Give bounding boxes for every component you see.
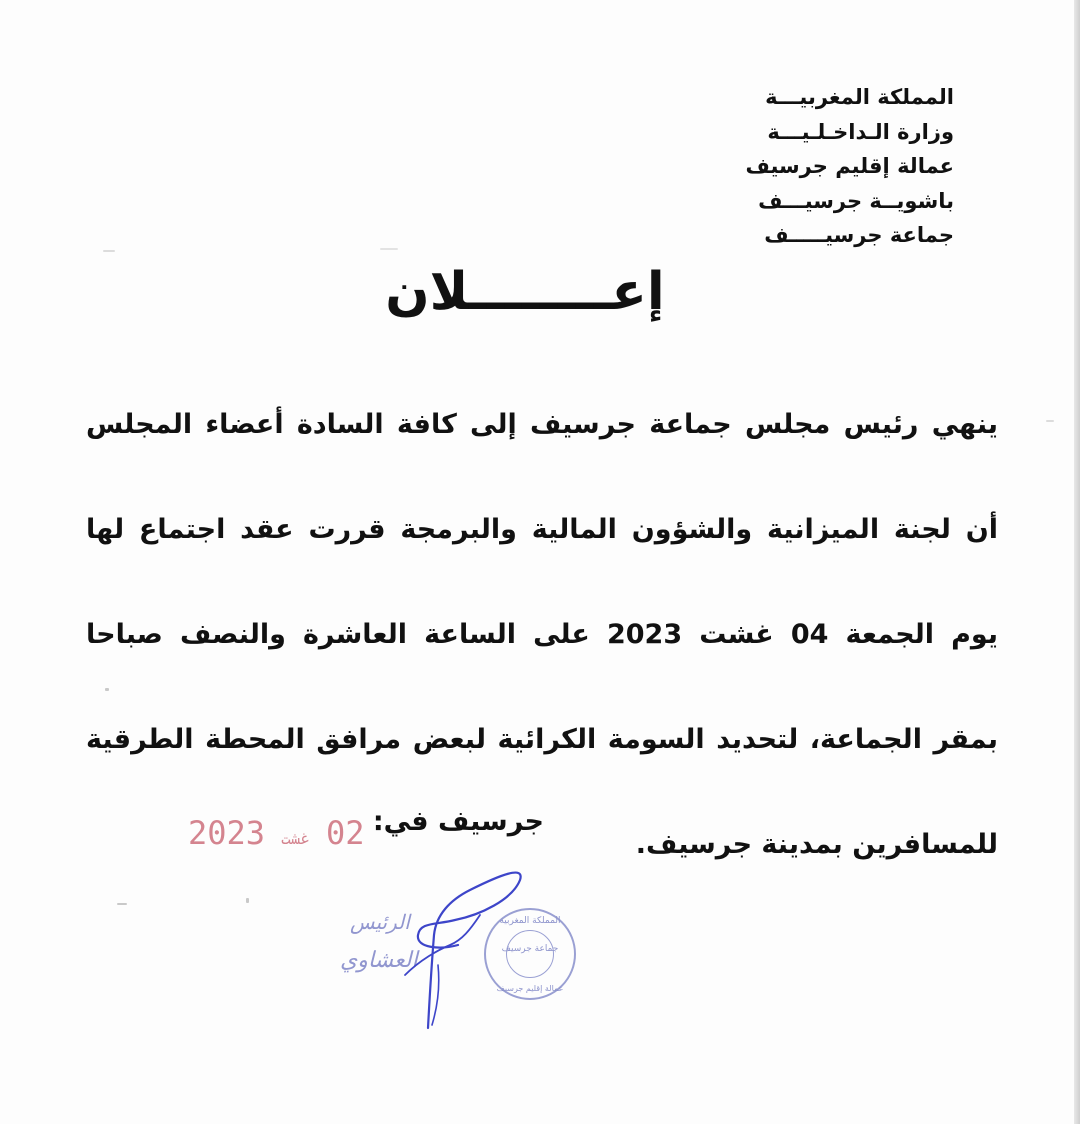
place-date-label: جرسيف في:: [372, 806, 544, 837]
scan-speck: [1046, 420, 1054, 422]
signatory-title: الرئيس: [350, 910, 410, 934]
date-stamp: [188, 814, 365, 852]
stamp-day: 02: [325, 814, 365, 852]
letterhead-line-commune: جماعة جرسيـــــف: [764, 223, 954, 247]
seal-top-text: المملكة المغربية: [499, 916, 561, 926]
letterhead-line-pashalik: باشويــة جرسيـــف: [758, 188, 954, 213]
announcement-title: إعــــــــلان: [385, 262, 665, 322]
stamp-month: غشت: [281, 829, 310, 848]
announcement-body: ينهي رئيس مجلس جماعة جرسيف إلى كافة السادة أعضاء المجلس أن لجنة الميزانية والشؤون المالية والبرمجة قررت عقد اجتماع لها يوم الجمعة 04 غشت 2023 على الساعة العاشرة والنصف صباحا بمقر الجماعة، لتحديد السومة الكرائية لبعض مرافق المحطة الطرقية للمسافرين بمدينة جرسيف.: [86, 409, 999, 860]
scan-speck: [380, 248, 398, 250]
seal-bottom-text: عمالة إقليم جرسيف: [496, 984, 564, 993]
letterhead-line-kingdom: المملكة المغربيـــة: [765, 85, 954, 109]
seal-center-text: جماعة جرسيف: [501, 944, 559, 954]
signatory-name: العشاوي: [340, 948, 418, 973]
page-edge-shadow: [1074, 0, 1080, 1124]
letterhead-line-province: عمالة إقليم جرسيف: [745, 154, 954, 178]
scan-speck: [105, 688, 109, 691]
official-seal: [484, 908, 576, 1000]
scan-speck: [103, 250, 115, 252]
scan-speck: [117, 903, 127, 905]
letterhead: [745, 80, 954, 253]
scan-speck: [246, 898, 249, 903]
stamp-year: 2023: [188, 814, 266, 852]
letterhead-line-ministry: وزارة الـداخـلـيـــة: [767, 119, 954, 144]
